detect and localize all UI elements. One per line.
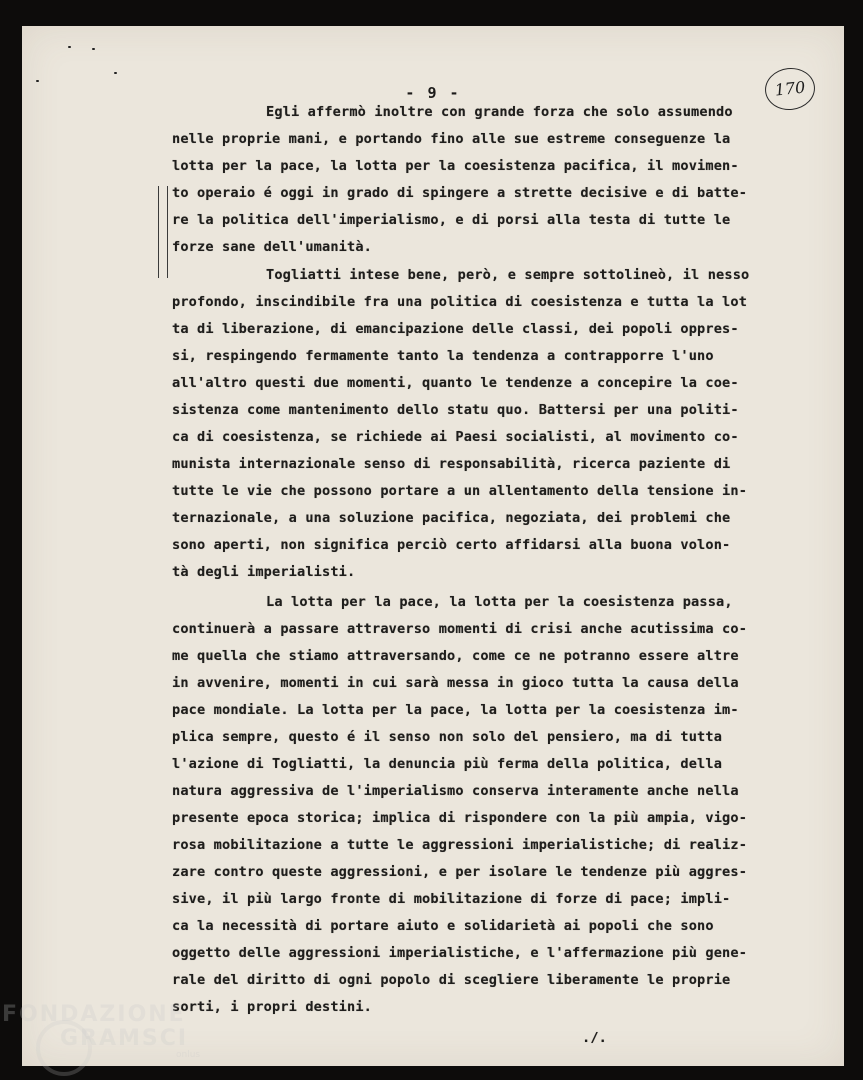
margin-double-line-mark (158, 186, 168, 278)
text-line: ca di coesistenza, se richiede ai Paesi socialisti, al movimento co- (172, 429, 739, 445)
text-line: lotta per la pace, la lotta per la coesistenza pacifica, il movimen- (172, 158, 739, 174)
watermark-line3: onlus (176, 1050, 201, 1060)
text-line: plica sempre, questo é il senso non solo del pensiero, ma di tutta (172, 729, 723, 745)
text-line: pace mondiale. La lotta per la pace, la lotta per la coesistenza im- (172, 702, 739, 718)
text-line: sistenza come mantenimento dello statu quo. Battersi per una politi- (172, 402, 739, 418)
continuation-mark: ./. (582, 1030, 608, 1046)
watermark-line2: GRAMSCI (60, 1026, 189, 1051)
ink-speck (68, 46, 71, 48)
text-line: rosa mobilitazione a tutte le aggressioni imperialistiche; di realiz- (172, 837, 748, 853)
page-number: - 9 - (405, 84, 461, 102)
archive-stamp: 170 (763, 66, 817, 113)
ink-speck (92, 48, 95, 50)
text-line: ternazionale, a una soluzione pacifica, negoziata, dei problemi che (172, 510, 731, 526)
text-line: tà degli imperialisti. (172, 564, 356, 580)
text-line: profondo, inscindibile fra una politica di coesistenza e tutta la lot (172, 294, 748, 310)
text-line: sive, il più largo fronte di mobilitazione di forze di pace; impli- (172, 891, 731, 907)
text-line: l'azione di Togliatti, la denuncia più ferma della politica, della (172, 756, 723, 772)
text-line: to operaio é oggi in grado di spingere a strette decisive e di batte- (172, 185, 748, 201)
document-page (22, 26, 844, 1066)
text-line: continuerà a passare attraverso momenti di crisi anche acutissima co- (172, 621, 748, 637)
ink-speck (114, 72, 117, 74)
text-line: ta di liberazione, di emancipazione delle classi, dei popoli oppres- (172, 321, 739, 337)
text-line: Togliatti intese bene, però, e sempre sottolineò, il nesso (266, 267, 750, 283)
text-line: zare contro queste aggressioni, e per isolare le tendenze più aggres- (172, 864, 748, 880)
archive-watermark (0, 1002, 220, 1062)
text-line: nelle proprie mani, e portando fino alle sue estreme conseguenze la (172, 131, 731, 147)
text-line: sono aperti, non significa perciò certo affidarsi alla buona volon- (172, 537, 731, 553)
text-line: munista internazionale senso di responsabilità, ricerca paziente di (172, 456, 731, 472)
text-line: presente epoca storica; implica di rispondere con la più ampia, vigo- (172, 810, 748, 826)
text-line: ca la necessità di portare aiuto e solidarietà ai popoli che sono (172, 918, 714, 934)
text-line: si, respingendo fermamente tanto la tendenza a contrapporre l'uno (172, 348, 714, 364)
text-line: tutte le vie che possono portare a un allentamento della tensione in- (172, 483, 748, 499)
ink-speck (36, 80, 39, 82)
watermark-line1: FONDAZIONE (2, 1002, 186, 1027)
text-line: re la politica dell'imperialismo, e di porsi alla testa di tutte le (172, 212, 731, 228)
text-line: rale del diritto di ogni popolo di scegliere liberamente le proprie (172, 972, 731, 988)
text-line: in avvenire, momenti in cui sarà messa in gioco tutta la causa della (172, 675, 739, 691)
text-line: oggetto delle aggressioni imperialistiche, e l'affermazione più gene- (172, 945, 748, 961)
text-line: all'altro questi due momenti, quanto le tendenze a concepire la coe- (172, 375, 739, 391)
text-line: sorti, i propri destini. (172, 999, 373, 1015)
text-line: natura aggressiva de l'imperialismo conserva interamente anche nella (172, 783, 739, 799)
text-line: me quella che stiamo attraversando, come ce ne potranno essere altre (172, 648, 739, 664)
text-line: Egli affermò inoltre con grande forza che solo assumendo (266, 104, 733, 120)
text-line: La lotta per la pace, la lotta per la coesistenza passa, (266, 594, 733, 610)
text-line: forze sane dell'umanità. (172, 239, 373, 255)
